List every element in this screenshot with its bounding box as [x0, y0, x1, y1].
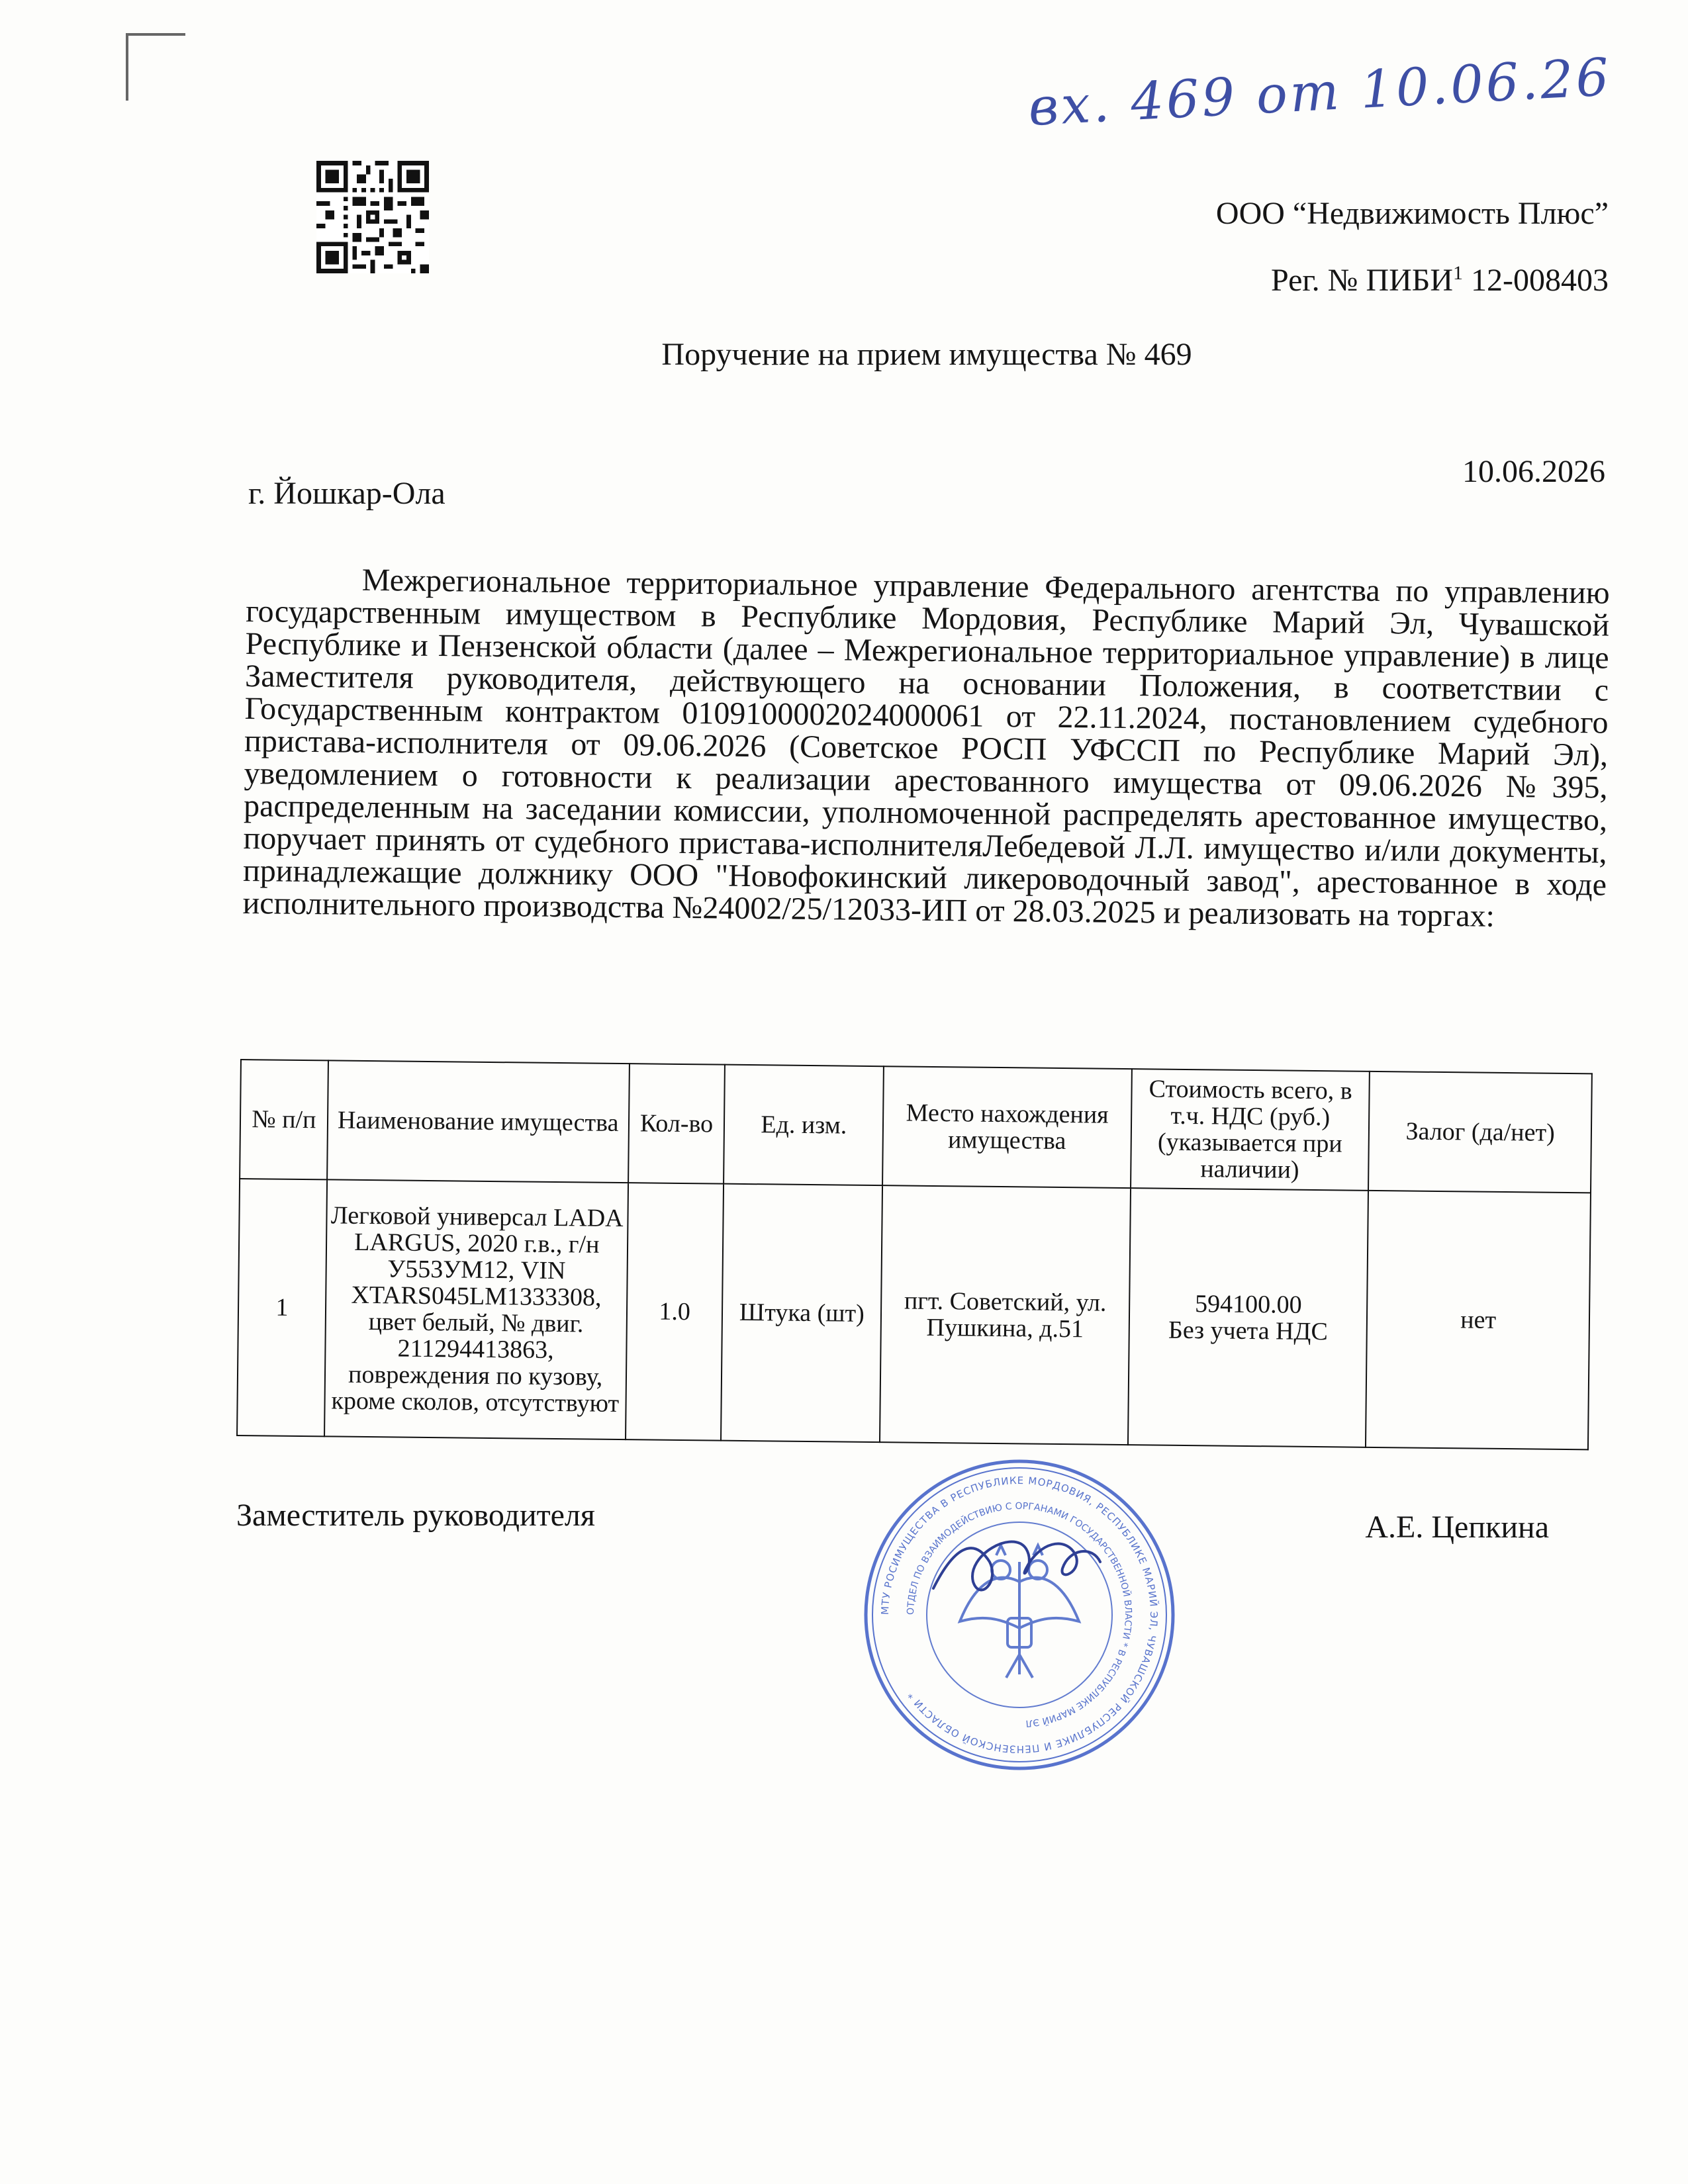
cell-unit: Штука (шт)	[721, 1184, 882, 1442]
handwritten-incoming-note: вх. 469 от 10.06.26	[1027, 47, 1613, 138]
cell-pledge: нет	[1366, 1191, 1591, 1449]
staple-corner-mark	[119, 26, 192, 106]
header-pledge: Залог (да/нет)	[1368, 1071, 1591, 1193]
instruction-paragraph: Межрегиональное территориальное управление Федерального агентства по управлению государственным имуществом в Республике Мордовия, Республике Марий Эл, Чувашской Республике и Пензенской области (далее – Межрегиональное территориальное управление) в лице Заместителя руководителя, действующего на основании Положения, в соответствии с Государственным контрактом 0109100002024000061 от 22.11.2024, постановлением судебного пристава-исполнителя от 09.06.2026 (Советское РОСП УФССП по Республике Марий Эл), уведомлением о готовности к реализации арестованного имущества от 09.06.2026 №395, распределенным на заседании комиссии, уполномоченной распределять арестованное имущество, поручает принять от судебного пристава-исполнителяЛебедевой Л.Л. имущество и/или документы, принадлежащие должнику ООО "Новофокинский ликероводочный завод", арестованное в ходе исполнительного производства №24002/25/12033-ИП от 28.03.2025 и реализовать на торгах:	[242, 562, 1610, 934]
cost-note: Без учета НДС	[1168, 1316, 1329, 1346]
header-num: № п/п	[240, 1060, 328, 1179]
header-qty: Кол-во	[628, 1064, 726, 1184]
header-unit: Ед. изм.	[724, 1065, 884, 1186]
qr-code	[316, 161, 429, 273]
property-table	[236, 1059, 1593, 1450]
svg-text:МТУ РОСИМУЩЕСТВА В РЕСПУБЛИКЕ: МТУ РОСИМУЩЕСТВА В РЕСПУБЛИКЕ МОРДОВИЯ, РЕСПУБЛИКЕ МАРИЙ ЭЛ, ЧУВАШСКОЙ РЕСПУБЛИКЕ И ПЕНЗЕНСКОЙ ОБЛАСТИ *	[878, 1474, 1160, 1756]
city: г. Йошкар-Ола	[248, 476, 445, 511]
reg-number-value: 12-008403	[1463, 263, 1609, 298]
signer-name: А.Е. Цепкина	[1365, 1510, 1549, 1545]
header-name: Наименование имущества	[327, 1060, 630, 1183]
registration-number	[1271, 262, 1609, 298]
recipient-organization: ООО “Недвижимость Плюс”	[1215, 196, 1609, 231]
svg-text:ОТДЕЛ ПО ВЗАИМОДЕЙСТВИЮ С ОРГА: ОТДЕЛ ПО ВЗАИМОДЕЙСТВИЮ С ОРГАНАМИ ГОСУДАРСТВЕННОЙ ВЛАСТИ * В РЕСПУБЛИКЕ МАРИЙ ЭЛ	[905, 1500, 1134, 1729]
cost-value: 594100.00	[1194, 1290, 1302, 1319]
cell-qty: 1.0	[626, 1183, 724, 1440]
header-location: Место нахождения имущества	[882, 1066, 1131, 1188]
signer-position: Заместитель руководителя	[236, 1498, 595, 1533]
table-header-row	[240, 1060, 1592, 1193]
cell-num: 1	[237, 1179, 327, 1436]
handwritten-signature	[927, 1509, 1105, 1628]
document-title: Поручение на прием имущества № 469	[661, 337, 1192, 372]
reg-footnote-mark: 1	[1453, 262, 1464, 284]
table-row	[237, 1179, 1591, 1449]
cell-name: Легковой универсал LADA LARGUS, 2020 г.в., г/н У553УМ12, VIN XTARS045LM1333308, цвет белый, № двиг. 211294413863, повреждения по кузову, кроме сколов, отсутствуют	[324, 1179, 628, 1439]
header-cost: Стоимость всего, в т.ч. НДС (руб.) (указывается при наличии)	[1131, 1069, 1370, 1191]
document-date: 10.06.2026	[1462, 454, 1605, 489]
cell-location: пгт. Советский, ул. Пушкина, д.51	[880, 1185, 1131, 1445]
cell-cost	[1128, 1188, 1369, 1447]
reg-prefix: Рег. № ПИБИ	[1271, 263, 1454, 298]
